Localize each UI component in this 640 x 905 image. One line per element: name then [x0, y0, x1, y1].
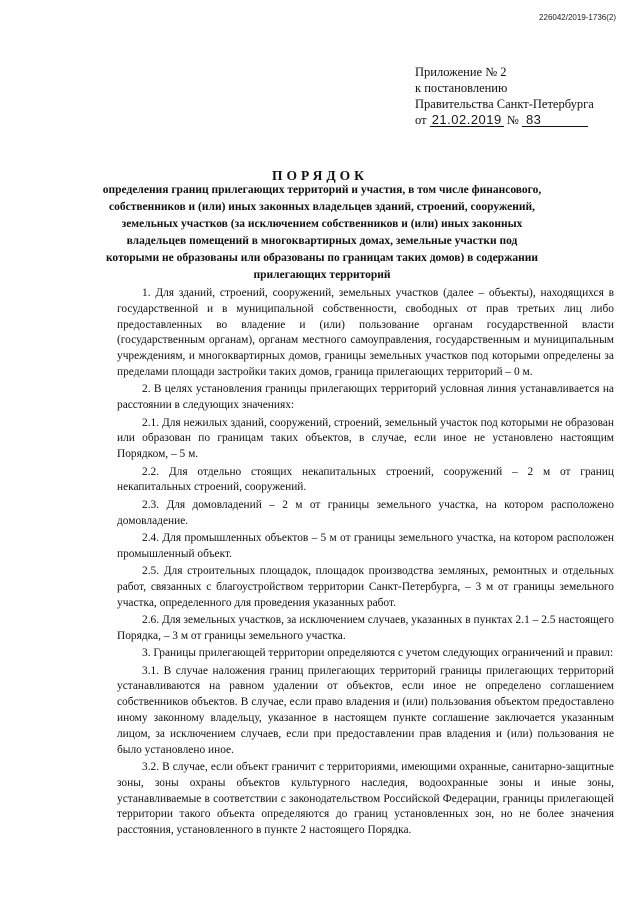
paragraph-2-6: 2.6. Для земельных участков, за исключением случаев, указанных в пунктах 2.1 – 2.5 настоящего Порядка, – 3 м от границы земельного участка. [117, 614, 614, 642]
document-title: ПОРЯДОК [272, 168, 368, 183]
paragraph-2-2: 2.2. Для отдельно стоящих некапитальных строений, сооружений – 2 м от границ некапитальных строений, сооружений. [117, 465, 614, 494]
appendix-line-3: Правительства Санкт-Петербурга [415, 97, 594, 111]
appendix-line-1: Приложение № 2 [415, 65, 507, 79]
document-body [117, 286, 614, 841]
paragraph-2-5: 2.5. Для строительных площадок, площадок производства земляных, ремонтных и отдельных работ, связанных с благоустройством территории Санкт-Петербурга, – 3 м от границы земельного участка, определенного для проведения указанных работ. [117, 565, 614, 609]
appendix-line-2: к постановлению [415, 81, 508, 95]
paragraph-2-1: 2.1. Для нежилых зданий, сооружений, строений, земельный участок под которыми не образован или образован по границам таких объектов, в случае, если иное не установлено настоящим Порядком, – 5 м. [117, 416, 614, 461]
handwritten-number: 83 [522, 113, 588, 127]
date-prefix: от [415, 113, 427, 127]
paragraph-2: 2. В целях установления границы прилегающих территорий условная линия устанавливается на расстоянии в следующих значениях: [117, 383, 614, 412]
number-prefix: № [506, 113, 519, 127]
handwritten-date: 21.02.2019 [431, 112, 502, 127]
paragraph-2-4: 2.4. Для промышленных объектов – 5 м от границы земельного участка, на котором расположен промышленный объект. [117, 531, 614, 560]
paragraph-3: 3. Границы прилегающей территории определяются с учетом следующих ограничений и правил: [142, 647, 614, 660]
document-registration-number: 226042/2019-1736(2) [539, 13, 616, 22]
appendix-date-line [415, 112, 625, 128]
appendix-block [415, 64, 625, 128]
paragraph-3-1: 3.1. В случае наложения границ прилегающих территорий границы прилегающих территорий устанавливаются на равном удалении от объектов, если иное не определено соглашением собственников объектов. В случае, если право владения и (или) пользования объектом предоставлено иному законному владельцу, указанное в настоящем пункте соглашение заключается указанным лицом, за исключением случаев, если при предоставлении прав владения и (или) пользования не было установлено иное. [117, 664, 614, 756]
paragraph-2-3: 2.3. Для домовладений – 2 м от границы земельного участка, на котором расположено домовладение. [117, 498, 614, 527]
paragraph-3-2: 3.2. В случае, если объект граничит с территориями, имеющими охранные, санитарно-защитные зоны, зоны охраны объектов культурного наследия, водоохранные зоны и иные зоны, устанавливаемые в соответствии с законодательством Российской Федерации, границы прилегающей территории такого объекта определяются до границ установленных зон, но не более значения расстояния, установленного в пункте 2 настоящего Порядка. [117, 761, 614, 837]
paragraph-1: 1. Для зданий, строений, сооружений, земельных участков (далее – объекты), находящихся в государственной и в муниципальной собственности, свободных от прав третьих лиц либо предоставленных во владение и (или) пользование органам государственной власти (государственным органам), органам местного самоуправления, государственным и муниципальным учреждениям, и многоквартирных домов, границы земельных участков под которыми определены за пределами площади застройки таких домов, граница прилегающих территорий – 0 м. [117, 287, 614, 378]
document-subtitle: определения границ прилегающих территорий и участия, в том числе финансового, собственников и (или) иных законных владельцев зданий, строений, сооружений, земельных участков (за исключением собственников и (или) иных законных владельцев помещений в многоквартирных домах, земельные участки под которыми не образованы или образованы по границам таких домов) в содержании прилегающих территорий [102, 184, 542, 281]
